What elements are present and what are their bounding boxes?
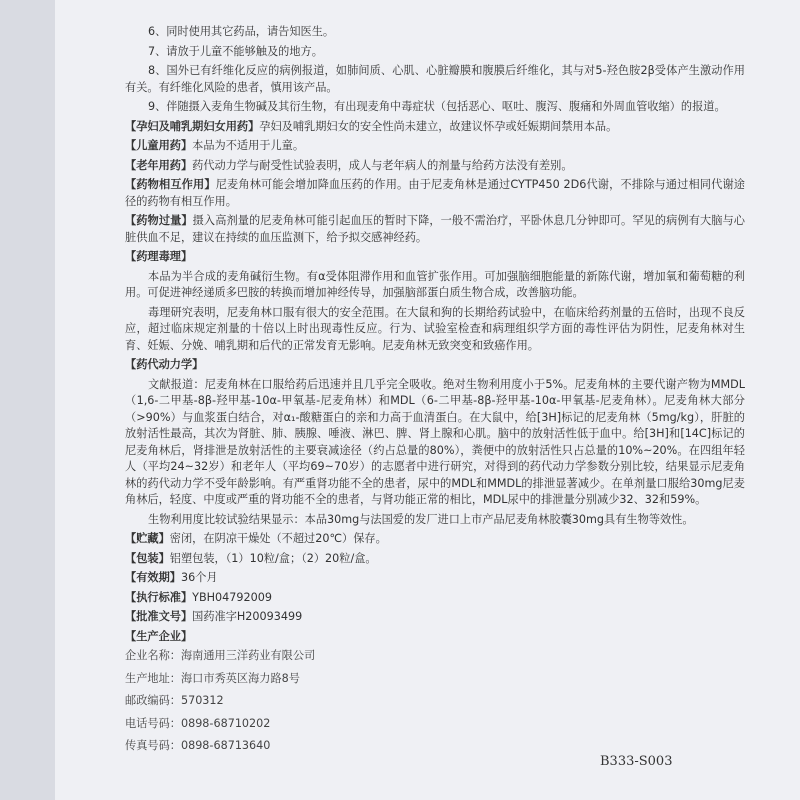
- section-interaction: [125, 177, 745, 210]
- section-children: [125, 138, 745, 155]
- section-elderly-text: 药代动力学与耐受性试验表明，成人与老年病人的剂量与给药方法没有差别。: [192, 158, 573, 172]
- manufacturer-postcode-label: 邮政编码：: [125, 694, 181, 707]
- section-approval-text: 国药准字H20093499: [192, 610, 303, 623]
- section-standard-text: YBH04792009: [192, 590, 273, 604]
- precaution-item-8: 8、国外已有纤维化反应的病例报道，如肺间质、心肌、心脏瓣膜和腹膜后纤维化，其与对5-羟色胺2β受体产生激动作用有关。有纤维化风险的患者，慎用该产品。: [125, 64, 745, 94]
- section-validity: [125, 570, 745, 587]
- section-standard-title: 【执行标准】: [125, 590, 193, 604]
- document-code: B333-S003: [600, 754, 673, 769]
- section-children-title: 【儿童用药】: [125, 139, 193, 152]
- precaution-item-6: 6、同时使用其它药品，请告知医生。: [148, 25, 335, 38]
- precaution-item-7: 7、请放于儿童不能够触及的地方。: [148, 44, 323, 58]
- manufacturer-address-row: [125, 671, 745, 688]
- manufacturer-postcode-value: 570312: [180, 694, 224, 707]
- section-storage: [125, 531, 745, 548]
- leaflet-page: [55, 0, 800, 800]
- section-pk-title: 【药代动力学】: [125, 358, 204, 371]
- section-interaction-title: 【药物相互作用】: [125, 178, 216, 191]
- manufacturer-fax-value: 0898-68713640: [180, 739, 271, 752]
- section-package: [125, 551, 745, 568]
- section-overdose-text: 摄入高剂量的尼麦角林可能引起血压的暂时下降，一般不需治疗，平卧休息几分钟即可。罕见的病例有大脑与心脏供血不足，建议在持续的血压监测下，给予拟交感神经药。: [125, 214, 745, 244]
- section-pregnancy: [125, 119, 745, 136]
- section-interaction-text: 尼麦角林可能会增加降血压药的作用。由于尼麦角林是通过CYTP450 2D6代谢，不排除与通过相同代谢途径的药物有相互作用。: [125, 178, 745, 208]
- section-validity-text: 36个月: [180, 571, 218, 584]
- section-validity-title: 【有效期】: [125, 571, 181, 584]
- leaflet-content: [125, 24, 745, 761]
- section-children-text: 本品为不适用于儿童。: [192, 139, 305, 152]
- manufacturer-name-row: [125, 648, 745, 665]
- manufacturer-postcode-row: [125, 693, 745, 710]
- section-toxicology-para-2: 毒理研究表明，尼麦角林口服有很大的安全范围。在大鼠和狗的长期给药试验中，在临床给药剂量的五倍时，出现不良反应，超过临床规定剂量的十倍以上时出现毒性反应。行为、试验室检查和病理组织学方面的毒性评估为阴性，尼麦角林对生育、妊娠、分娩、哺乳期和后代的正常发育无影响。尼麦角林无致突变和致癌作用。: [125, 305, 745, 352]
- section-package-title: 【包装】: [125, 551, 170, 565]
- manufacturer-address-label: 生产地址：: [125, 671, 181, 685]
- section-overdose: [125, 213, 745, 246]
- manufacturer-phone-row: [125, 716, 745, 733]
- section-toxicology-para-1: 本品为半合成的麦角碱衍生物。有α受体阻滞作用和血管扩张作用。可加强脑细胞能量的新陈代谢，增加氧和葡萄糖的利用。可促进神经递质多巴胺的转换而增加神经传导，加强脑部蛋白质生物合成，改善脑功能。: [125, 269, 745, 299]
- section-elderly: [125, 158, 745, 175]
- section-pk-para-1: 文献报道：尼麦角林在口服给药后迅速并且几乎完全吸收。绝对生物利用度小于5%。尼麦角林的主要代谢产物为MMDL（1,6-二甲基-8β-羟甲基-10α-甲氧基-尼麦角林）和MDL（6-二甲基-8β-羟甲基-10α-甲氧基-尼麦角林）。尼麦角林大部分（>90%）与血浆蛋白结合，对α₁-酸糖蛋白的亲和力高于血清蛋白。在大鼠中，给[3H]标记的尼麦角林（5mg/kg），肝脏的放射活性最高，其次为肾脏、肺、胰腺、唾液、淋巴、脾、肾上腺和心肌。脑中的放射活性低于血中。给[3H]和[14C]标记的尼麦角林后，肾排泄是放射活性的主要衰减途径（约占总量的80%），粪便中的放射活性只占总量的10%~20%。在四组年轻人（平均24~32岁）和老年人（平均69~70岁）的志愿者中进行研究，对得到的药代动力学参数分别比较，结果显示尼麦角林的药代动力学不受年龄影响。有严重肾功能不全的患者，尿中的MDL和MMDL的排泄显著减少。在单剂量口服给30mg尼麦角林后，轻度、中度或严重的肾功能不全的患者，与肾功能正常的相比，MDL尿中的排泄量分别减少32、32和59%。: [125, 377, 745, 506]
- section-approval-title: 【批准文号】: [125, 610, 193, 623]
- manufacturer-name-label: 企业名称：: [125, 649, 181, 662]
- section-toxicology-title: 【药理毒理】: [125, 250, 193, 263]
- manufacturer-phone-label: 电话号码：: [125, 716, 181, 730]
- manufacturer-name-value: 海南通用三洋药业有限公司: [180, 649, 316, 662]
- section-storage-title: 【贮藏】: [125, 532, 170, 545]
- section-overdose-title: 【药物过量】: [125, 214, 193, 227]
- section-approval: [125, 609, 745, 626]
- section-package-text: 铝塑包装，（1）10粒/盒；（2）20粒/盒。: [169, 551, 377, 565]
- section-standard: [125, 590, 745, 607]
- precaution-item-9: 9、伴随摄入麦角生物碱及其衍生物，有出现麦角中毒症状（包括恶心、呕吐、腹泻、腹痛和外周血管收缩）的报道。: [148, 100, 726, 113]
- manufacturer-fax-label: 传真号码：: [125, 739, 181, 752]
- section-pk-para-2: 生物利用度比较试验结果显示：本品30mg与法国爱的发厂进口上市产品尼麦角林胶囊30mg具有生物等效性。: [148, 512, 694, 526]
- manufacturer-address-value: 海口市秀英区海力路8号: [180, 671, 300, 685]
- section-elderly-title: 【老年用药】: [125, 158, 193, 172]
- manufacturer-phone-value: 0898-68710202: [180, 716, 271, 730]
- section-storage-text: 密闭，在阴凉干燥处（不超过20℃）保存。: [169, 532, 387, 545]
- section-manufacturer-title: 【生产企业】: [125, 629, 193, 643]
- section-pregnancy-title: 【孕妇及哺乳期妇女用药】: [125, 119, 260, 133]
- manufacturer-fax-row: [125, 738, 745, 755]
- section-pregnancy-text: 孕妇及哺乳期妇女的安全性尚未建立，故建议怀孕或妊娠期间禁用本品。: [259, 119, 618, 133]
